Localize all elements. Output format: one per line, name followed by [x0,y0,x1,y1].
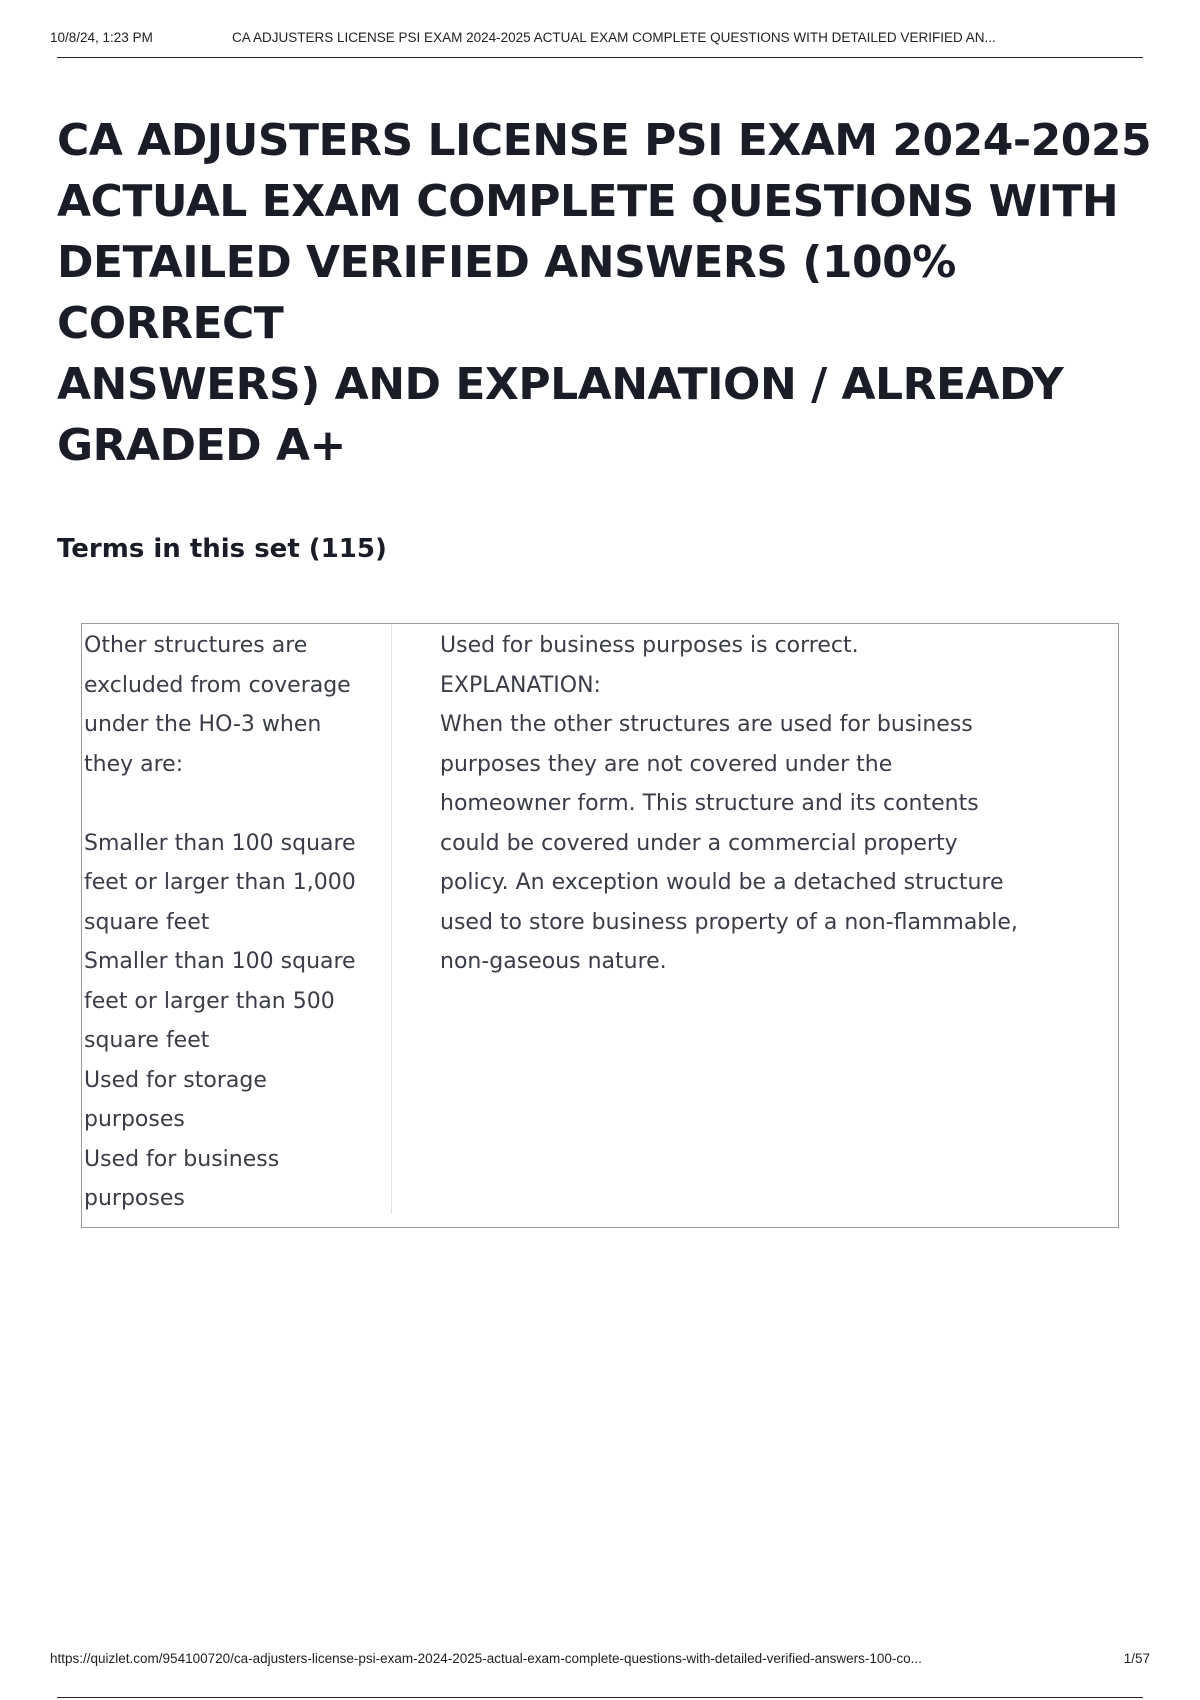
footer-divider [57,1697,1143,1698]
print-page-title: CA ADJUSTERS LICENSE PSI EXAM 2024-2025 ACTUAL EXAM COMPLETE QUESTIONS WITH DETAILED VERIFIED AN... [232,30,996,45]
title-line: DETAILED VERIFIED ANSWERS (100% CORRECT [57,237,956,349]
term-line: Other structures are [84,633,308,658]
title-line: CA ADJUSTERS LICENSE PSI EXAM 2024-2025 [57,115,1152,166]
term-line: Used for storage [84,1067,267,1093]
term-line: Used for business [84,1146,280,1172]
term-line: Smaller than 100 square [84,949,356,974]
term-line: excluded from coverage [84,672,351,698]
term-line: feet or larger than 1,000 [84,870,356,895]
header-divider [57,57,1143,58]
title-line: GRADED A+ [57,420,346,471]
definition-line: policy. An exception would be a detached structure [440,870,1004,895]
term-line: Smaller than 100 square [84,830,356,856]
term-line: purposes [84,1186,185,1211]
term-line: square feet [84,1028,210,1053]
flashcard [81,623,1119,1228]
term-line: they are: [84,751,184,777]
term-blank-line [84,784,384,824]
card-divider [391,624,392,1214]
card-definition [440,626,1100,982]
definition-line: could be covered under a commercial property [440,830,958,856]
print-header [50,30,1145,44]
card-term [84,626,384,1219]
terms-heading: Terms in this set (115) [57,534,387,564]
definition-line: EXPLANATION: [440,672,601,698]
title-line: ANSWERS) AND EXPLANATION / ALREADY [57,359,1064,410]
document-title [57,110,1157,476]
definition-line: Used for business purposes is correct. [440,633,859,658]
term-line: under the HO-3 when [84,712,322,737]
definition-line: used to store business property of a non-flammable, [440,909,1018,935]
print-url: https://quizlet.com/954100720/ca-adjusters-license-psi-exam-2024-2025-actual-exam-complete-questions-with-detailed-verified-answers-100-co... [50,1651,922,1666]
print-footer [50,1651,1150,1667]
definition-line: homeowner form. This structure and its contents [440,791,979,816]
page-indicator: 1/57 [1123,1651,1150,1666]
print-timestamp: 10/8/24, 1:23 PM [50,30,153,45]
term-line: square feet [84,909,210,935]
definition-line: non-gaseous nature. [440,949,667,974]
title-line: ACTUAL EXAM COMPLETE QUESTIONS WITH [57,176,1119,227]
term-line: feet or larger than 500 [84,988,335,1014]
term-line: purposes [84,1107,185,1132]
definition-line: purposes they are not covered under the [440,751,893,777]
definition-line: When the other structures are used for business [440,712,973,737]
